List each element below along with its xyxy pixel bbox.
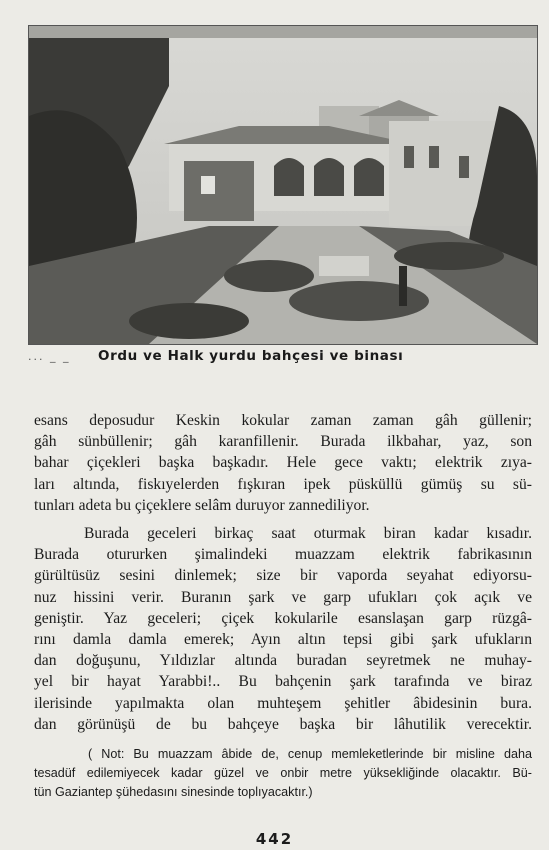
text-line: Burada otururken şimalindeki muazzam elektrik fabrikasının xyxy=(34,546,532,564)
text-line: esans deposudur Keskin kokular zaman zaman gâh güllenir; xyxy=(34,412,532,429)
text-line: yel bir hayat Yarabbi!.. Bu bahçenin şark tarafında ve biraz xyxy=(34,673,532,691)
text-line: gâh sünbüllenir; gâh karanfillenir. Burada ilkbahar, yaz, son xyxy=(34,433,532,451)
text-line: tunları adeta bu çiçeklere selâm duruyor zannediliyor. xyxy=(34,496,370,514)
text-line: dan görünüşü de bu bahçeye başka bir lâhutilik verecektir. xyxy=(34,715,532,733)
text-line: rını damla damla emerek; Ayın altın tepsi gibi şark ufukların xyxy=(34,631,532,649)
note-line: tün Gaziantep şühedasını sinesinde toplıyacaktır.) xyxy=(34,785,313,799)
footnote xyxy=(34,745,532,802)
garden-building-photo xyxy=(28,25,538,345)
photo-caption-row xyxy=(28,346,536,366)
text-line: nuz hissini verir. Buranın şark ve garp ufukları çok açık ve xyxy=(34,588,532,606)
text-line: geniştir. Yaz geceleri; çiçek kokularile esanslaşan garp rüzgâ- xyxy=(34,609,532,627)
text-line: gürültüsüz sesini dinlemek; size bir vaporda seyahat ediyorsu- xyxy=(34,567,532,585)
caption-marks: ... _ _ xyxy=(28,349,71,363)
text-line: ları altında, fiskıyelerden fışkıran ipek püsküllü gümüş su sü- xyxy=(34,475,532,493)
photo-caption: Ordu ve Halk yurdu bahçesi ve binası xyxy=(98,348,404,364)
text-line: dan doğuşunu, Yıldızlar altında buradan seyretmek ne muhay- xyxy=(34,652,532,670)
body-text xyxy=(34,410,532,735)
note-line: ( Not: Bu muazzam âbide de, cenup memleketlerinde bir misline daha xyxy=(88,747,532,761)
paragraph-1 xyxy=(34,410,532,516)
page-number: 442 xyxy=(255,830,294,848)
paragraph-2 xyxy=(34,523,532,735)
note-line: tesadüf edilemiyecek kadar güzel ve onbir metre yüksekliğinde olacaktır. Bü- xyxy=(34,766,532,780)
text-line: Burada geceleri birkaç saat oturmak biran kadar kısadır. xyxy=(84,525,532,543)
text-line: ilerisinde yapılmakta olan muhteşem şehitler âbidesinin bura. xyxy=(34,694,532,712)
text-line: bahar çiçekleri başka başkadır. Hele gece vaktı; elektrik zıya- xyxy=(34,454,532,472)
